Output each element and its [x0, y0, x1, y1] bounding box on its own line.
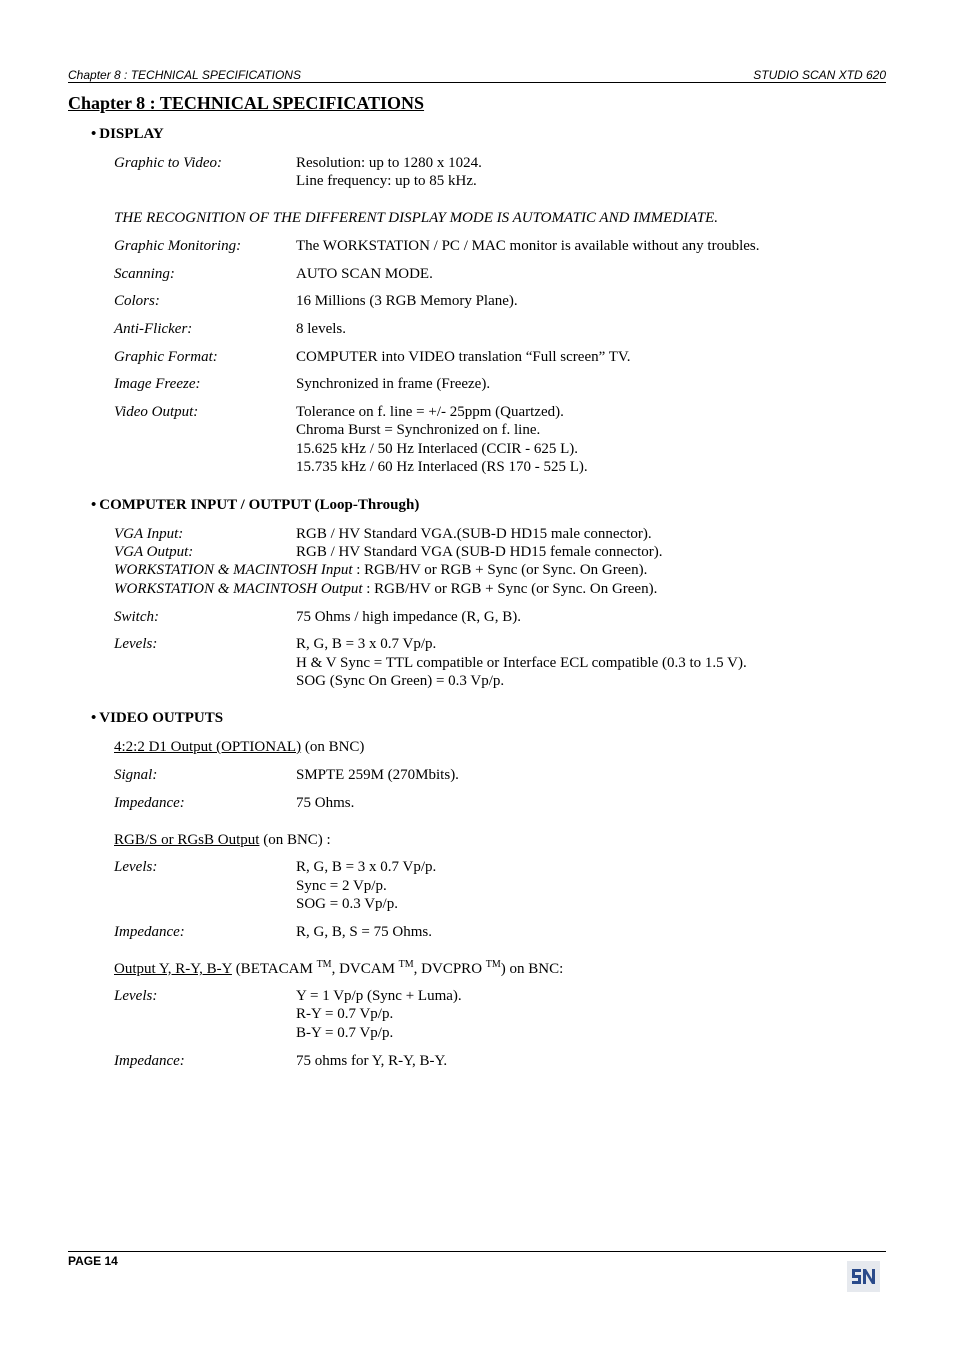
section-display-heading: • DISPLAY	[91, 126, 164, 142]
header-product: STUDIO SCAN XTD 620	[753, 68, 886, 82]
vga-output-value: RGB / HV Standard VGA (SUB-D HD15 female connector).	[296, 544, 663, 560]
levels-value-1: R, G, B = 3 x 0.7 Vp/p.	[296, 636, 437, 652]
bullet-icon: •	[91, 497, 97, 513]
workstation-output-line: WORKSTATION & MACINTOSH Output : RGB/HV or RGB + Sync (or Sync. On Green).	[114, 581, 658, 597]
page-number: PAGE 14	[68, 1254, 118, 1268]
graphic-format-label: Graphic Format:	[114, 349, 218, 365]
video-output-value-1: Tolerance on f. line = +/- 25ppm (Quartzed).	[296, 404, 564, 420]
page-title: Chapter 8 : TECHNICAL SPECIFICATIONS	[68, 93, 425, 113]
d1-impedance-value: 75 Ohms.	[296, 795, 355, 811]
rgb-levels-value-2: Sync = 2 Vp/p.	[296, 878, 387, 894]
colors-label: Colors:	[114, 293, 160, 309]
sn-logo-icon	[847, 1261, 880, 1292]
yuv-levels-label: Levels:	[114, 988, 158, 1004]
video-output-value-3: 15.625 kHz / 50 Hz Interlaced (CCIR - 625 L).	[296, 441, 579, 457]
trademark-mark: TM	[398, 959, 414, 970]
switch-value: 75 Ohms / high impedance (R, G, B).	[296, 609, 521, 625]
vga-input-label: VGA Input:	[114, 526, 184, 542]
signal-value: SMPTE 259M (270Mbits).	[296, 767, 459, 783]
yuv-impedance-label: Impedance:	[114, 1053, 185, 1069]
yuv-levels-value-1: Y = 1 Vp/p (Sync + Luma).	[296, 988, 462, 1004]
yuv-output-heading: Output Y, R-Y, B-Y (BETACAM ™, DVCAM ™, DVCPRO ™) on BNC:	[114, 959, 564, 977]
trademark-mark: TM	[316, 959, 332, 970]
switch-label: Switch:	[114, 609, 159, 625]
video-output-label: Video Output:	[114, 404, 199, 420]
graphic-to-video-value-1: Resolution: up to 1280 x 1024.	[296, 155, 482, 171]
graphic-to-video-value-2: Line frequency: up to 85 kHz.	[296, 173, 477, 189]
vga-output-label: VGA Output:	[114, 544, 194, 560]
rgb-levels-value-3: SOG = 0.3 Vp/p.	[296, 896, 398, 912]
anti-flicker-value: 8 levels.	[296, 321, 346, 337]
graphic-format-value: COMPUTER into VIDEO translation “Full screen” TV.	[296, 349, 631, 365]
footer-rule	[68, 1251, 886, 1252]
levels-value-3: SOG (Sync On Green) = 0.3 Vp/p.	[296, 673, 505, 689]
bullet-icon: •	[91, 126, 97, 142]
page-header	[68, 66, 886, 83]
anti-flicker-label: Anti-Flicker:	[114, 321, 193, 337]
vga-input-value: RGB / HV Standard VGA.(SUB-D HD15 male connector).	[296, 526, 652, 542]
video-output-value-2: Chroma Burst = Synchronized on f. line.	[296, 422, 541, 438]
yuv-levels-value-2: R-Y = 0.7 Vp/p.	[296, 1006, 394, 1022]
graphic-to-video-label: Graphic to Video:	[114, 155, 223, 171]
header-chapter: Chapter 8 : TECHNICAL SPECIFICATIONS	[68, 68, 301, 82]
levels-label: Levels:	[114, 636, 158, 652]
yuv-impedance-value: 75 ohms for Y, R-Y, B-Y.	[296, 1053, 448, 1069]
recognition-note: THE RECOGNITION OF THE DIFFERENT DISPLAY MODE IS AUTOMATIC AND IMMEDIATE.	[114, 210, 719, 226]
workstation-input-line: WORKSTATION & MACINTOSH Input : RGB/HV or RGB + Sync (or Sync. On Green).	[114, 562, 648, 578]
rgb-levels-label: Levels:	[114, 859, 158, 875]
rgb-output-heading: RGB/S or RGsB Output (on BNC) :	[114, 832, 331, 848]
image-freeze-label: Image Freeze:	[114, 376, 201, 392]
bullet-icon: •	[91, 710, 97, 726]
signal-label: Signal:	[114, 767, 158, 783]
section-video-outputs-heading: • VIDEO OUTPUTS	[91, 710, 224, 726]
image-freeze-value: Synchronized in frame (Freeze).	[296, 376, 491, 392]
yuv-levels-value-3: B-Y = 0.7 Vp/p.	[296, 1025, 394, 1041]
rgb-impedance-value: R, G, B, S = 75 Ohms.	[296, 924, 432, 940]
graphic-monitoring-label: Graphic Monitoring:	[114, 238, 242, 254]
section-computer-io-heading: • COMPUTER INPUT / OUTPUT (Loop-Through)	[91, 497, 420, 513]
levels-value-2: H & V Sync = TTL compatible or Interface ECL compatible (0.3 to 1.5 V).	[296, 655, 747, 671]
scanning-value: AUTO SCAN MODE.	[296, 266, 433, 282]
d1-output-heading: 4:2:2 D1 Output (OPTIONAL) (on BNC)	[114, 739, 365, 755]
colors-value: 16 Millions (3 RGB Memory Plane).	[296, 293, 518, 309]
graphic-monitoring-value: The WORKSTATION / PC / MAC monitor is available without any troubles.	[296, 238, 760, 254]
scanning-label: Scanning:	[114, 266, 175, 282]
video-output-value-4: 15.735 kHz / 60 Hz Interlaced (RS 170 - 525 L).	[296, 459, 588, 475]
d1-impedance-label: Impedance:	[114, 795, 185, 811]
rgb-impedance-label: Impedance:	[114, 924, 185, 940]
trademark-mark: TM	[485, 959, 501, 970]
rgb-levels-value-1: R, G, B = 3 x 0.7 Vp/p.	[296, 859, 437, 875]
